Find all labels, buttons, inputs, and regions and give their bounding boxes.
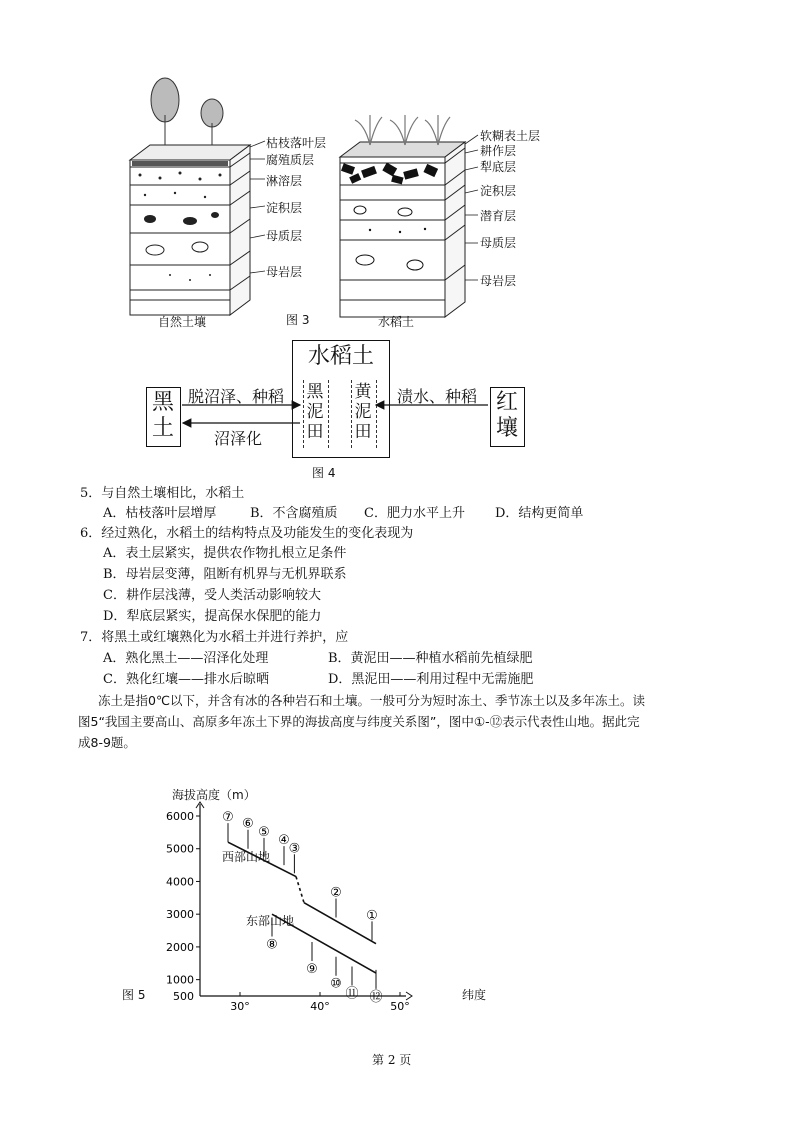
page-footer: 第 2 页 xyxy=(372,1053,412,1067)
caption-natural-soil: 自然土壤 xyxy=(158,315,207,329)
point-label: ⑫ xyxy=(369,989,383,1005)
y-tick-label: 2000 xyxy=(166,940,194,954)
label-illuvial-layer: 淀积层 xyxy=(266,201,303,215)
point-label: ⑥ xyxy=(242,816,254,832)
question-7-option-c[interactable]: C．熟化红壤——排水后晾晒 xyxy=(103,672,269,687)
y-tick-label: 5000 xyxy=(166,842,194,856)
y-tick-label: 500 xyxy=(173,990,194,1003)
question-7-option-d[interactable]: D．黑泥田——利用过程中无需施肥 xyxy=(328,672,534,687)
paddy-soil-title: 水稻土 xyxy=(307,344,374,369)
label-plough-layer: 耕作层 xyxy=(480,144,517,158)
question-7-option-b[interactable]: B．黄泥田——种植水稻前先植绿肥 xyxy=(328,651,533,666)
point-label: ② xyxy=(330,885,342,901)
arrow-label-waterlog-plant: 渍水、种稻 xyxy=(397,387,478,406)
red-soil-label: 红壤 xyxy=(495,390,518,441)
x-tick-label: 30° xyxy=(230,1000,250,1010)
label-plough-pan: 犁底层 xyxy=(480,160,517,174)
question-6-option-c[interactable]: C．耕作层浅薄，受人类活动影响较大 xyxy=(103,588,321,603)
black-mud-field-label: 黑泥田 xyxy=(306,382,324,442)
y-tick-label: 4000 xyxy=(166,875,194,889)
series-label-east: 东部山地 xyxy=(246,914,295,928)
question-5-option-a[interactable]: A．枯枝落叶层增厚 xyxy=(103,506,217,521)
y-tick-label: 3000 xyxy=(166,908,194,922)
point-label: ⑤ xyxy=(258,824,270,840)
label-gley-layer: 潜育层 xyxy=(480,209,517,223)
series-line-3 xyxy=(272,914,376,973)
y-tick-label: 6000 xyxy=(166,810,194,823)
label-humus-layer: 腐殖质层 xyxy=(266,153,315,167)
yellow-mud-field-label: 黄泥田 xyxy=(354,382,372,442)
question-7-stem: 7．将黑土或红壤熟化为水稻土并进行养护，应 xyxy=(80,630,349,645)
altitude-latitude-chart xyxy=(150,800,480,1010)
question-6-option-d[interactable]: D．犁底层紧实，提高保水保肥的能力 xyxy=(103,609,322,624)
question-6-stem: 6．经过熟化，水稻土的结构特点及功能发生的变化表现为 xyxy=(80,526,414,541)
label-paddy-bedrock: 母岩层 xyxy=(480,274,517,288)
soil-profile-diagram xyxy=(120,75,560,335)
caption-paddy-soil: 水稻土 xyxy=(378,315,415,329)
intro-line-1: 冻土是指0℃以下，并含有冰的各种岩石和土壤。一般可分为短时冻土、季节冻土以及多年冻土。读 xyxy=(98,693,645,708)
question-5-option-d[interactable]: D．结构更简单 xyxy=(495,506,584,521)
paddy-soil-profile xyxy=(340,142,465,317)
series-line-1 xyxy=(296,877,304,903)
point-label: ⑩ xyxy=(330,976,342,992)
x-tick-label: 50° xyxy=(390,1000,410,1010)
x-tick-label: 40° xyxy=(310,1000,330,1010)
point-label: ③ xyxy=(288,841,301,857)
natural-soil-profile xyxy=(130,145,250,315)
chart-points xyxy=(222,810,382,1005)
chart-ylabel: 海拔高度（m） xyxy=(172,788,256,802)
figure-3-label: 图 3 xyxy=(286,313,310,327)
series-label-west: 西部山地 xyxy=(222,850,271,864)
black-soil-label: 黑土 xyxy=(151,390,174,441)
point-label: ① xyxy=(366,908,378,924)
figure-4-label: 图 4 xyxy=(312,466,336,480)
chart-xlabel: 纬度 xyxy=(462,988,487,1002)
x-axis-arrow xyxy=(406,992,412,1000)
arrow-label-swampify: 沼泽化 xyxy=(214,429,263,448)
question-5-option-c[interactable]: C．肥力水平上升 xyxy=(364,506,465,521)
label-eluvial-layer: 淋溶层 xyxy=(266,174,303,188)
question-5-stem: 5．与自然土壤相比，水稻土 xyxy=(80,486,245,501)
arrow-label-drain-plant: 脱沼泽、种稻 xyxy=(188,387,285,406)
label-paddy-parent-material: 母质层 xyxy=(480,236,517,250)
y-tick-label: 1000 xyxy=(166,973,194,987)
point-label: ⑦ xyxy=(222,810,234,826)
figure-5-label: 图 5 xyxy=(122,988,146,1002)
point-label: ④ xyxy=(278,833,290,849)
label-paddy-illuvial-layer: 淀积层 xyxy=(480,184,517,198)
label-soft-topsoil: 软糊表土层 xyxy=(480,129,541,143)
point-label: ⑨ xyxy=(306,962,318,977)
chart-lines xyxy=(228,842,376,973)
rice-plant-icon xyxy=(355,115,450,145)
question-6-option-b[interactable]: B．母岩层变薄，阻断有机界与无机界联系 xyxy=(103,567,347,582)
intro-line-2: 图5“我国主要高山、高原多年冻土下界的海拔高度与纬度关系图”，图中①-⑫表示代表性山地。据此完 xyxy=(78,714,640,729)
question-6-option-a[interactable]: A．表土层紧实，提供农作物扎根立足条件 xyxy=(103,546,347,561)
question-5-option-b[interactable]: B．不含腐殖质 xyxy=(250,506,338,521)
label-parent-material-layer: 母质层 xyxy=(266,229,303,243)
intro-line-3: 成8-9题。 xyxy=(78,735,136,750)
question-7-option-a[interactable]: A．熟化黑土——沼泽化处理 xyxy=(103,651,269,666)
tree-icon xyxy=(151,78,223,145)
label-litter-layer: 枯枝落叶层 xyxy=(266,136,327,150)
figure-3 xyxy=(120,75,560,335)
point-label: ⑧ xyxy=(266,937,278,953)
point-label: ⑪ xyxy=(345,986,359,1002)
label-bedrock-layer: 母岩层 xyxy=(266,265,303,279)
